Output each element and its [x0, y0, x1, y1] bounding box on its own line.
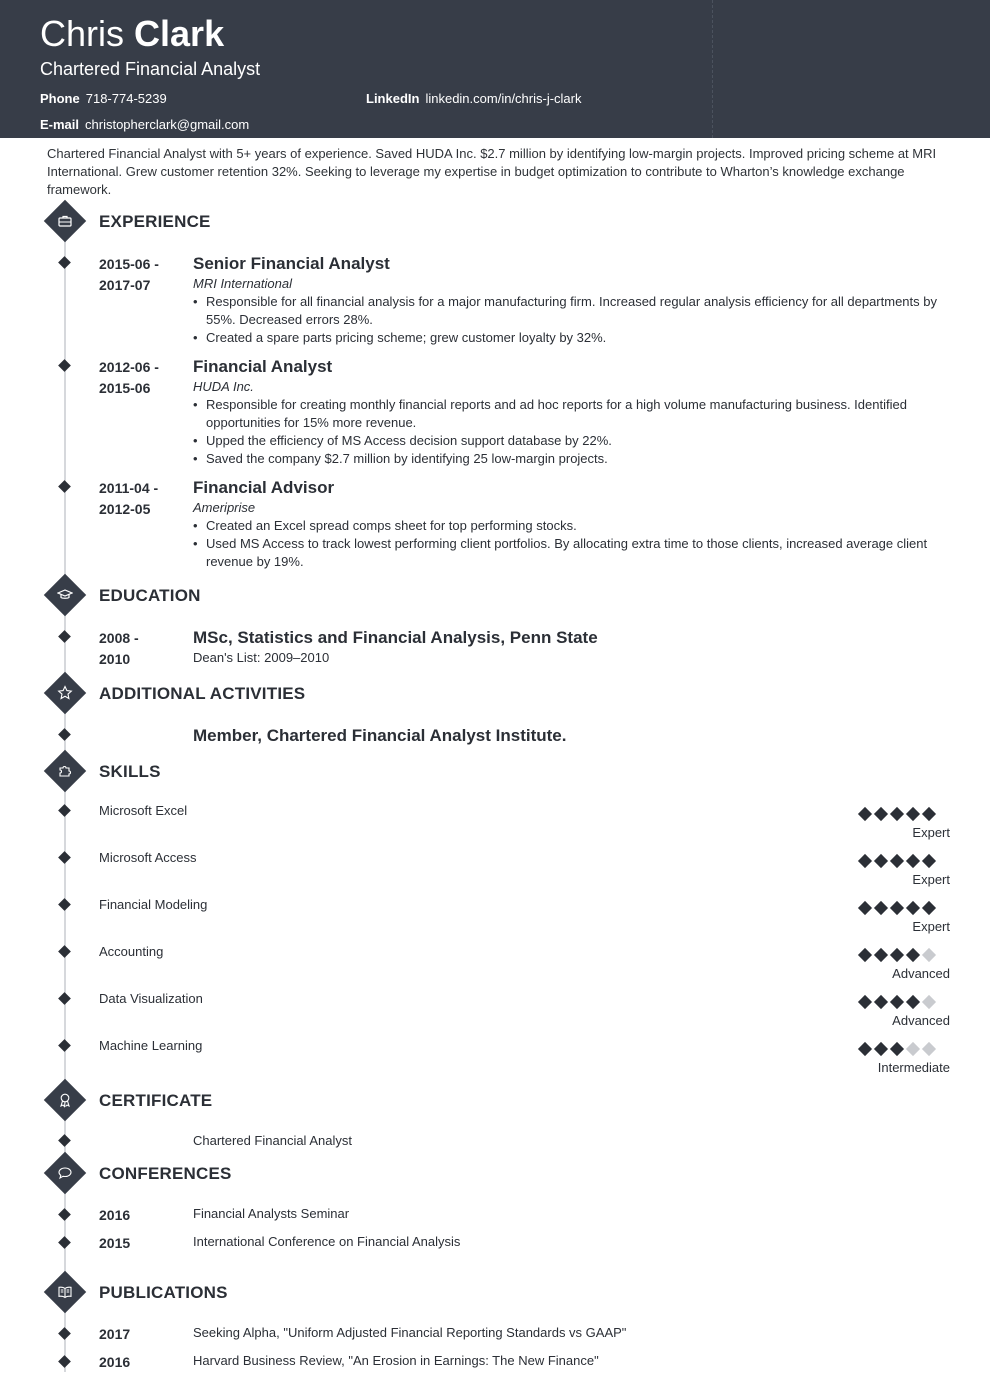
rating-diamond-filled [922, 854, 936, 868]
skill-rating [860, 1044, 934, 1054]
rating-diamond-empty [922, 948, 936, 962]
rating-diamond-filled [906, 995, 920, 1009]
book-icon [44, 1271, 86, 1313]
rating-diamond-filled [858, 948, 872, 962]
rating-diamond-empty [922, 995, 936, 1009]
linkedin-contact [366, 91, 582, 107]
rating-diamond-filled [858, 807, 872, 821]
section-title-conferences: CONFERENCES [99, 1164, 232, 1183]
experience-date: 2015-06 - 2017-07 [99, 256, 159, 293]
candidate-name [40, 14, 224, 54]
section-title-certificate: CERTIFICATE [99, 1091, 213, 1110]
experience-date: 2011-04 - 2012-05 [99, 480, 159, 517]
timeline-dot [58, 1039, 71, 1052]
rating-diamond-filled [890, 1042, 904, 1056]
email-contact [40, 117, 249, 133]
skill-rating [860, 809, 934, 819]
rating-diamond-filled [890, 948, 904, 962]
rating-diamond-filled [874, 948, 888, 962]
rating-diamond-filled [906, 948, 920, 962]
header-divider [712, 0, 713, 138]
timeline-dot [58, 1236, 71, 1249]
conference-name: Financial Analysts Seminar [193, 1206, 350, 1221]
education-note: Dean's List: 2009–2010 [193, 650, 330, 665]
rating-diamond-filled [890, 995, 904, 1009]
rating-diamond-filled [922, 807, 936, 821]
job-title: Financial Advisor [193, 478, 335, 497]
degree-title: MSc, Statistics and Financial Analysis, Penn State [193, 628, 598, 647]
rating-diamond-filled [858, 854, 872, 868]
timeline-dot [58, 1134, 71, 1147]
rating-diamond-filled [874, 807, 888, 821]
section-title-publications: PUBLICATIONS [99, 1283, 228, 1302]
bullet-item: • Saved the company $2.7 million by identifying 25 low-margin projects. [193, 450, 948, 468]
publication-name: Harvard Business Review, "An Erosion in Earnings: The New Finance" [193, 1353, 599, 1368]
graduation-cap-icon [44, 574, 86, 616]
job-bullets [193, 293, 948, 347]
skill-rating [860, 903, 934, 913]
activity-item: Member, Chartered Financial Analyst Institute. [193, 726, 567, 745]
skill-level: Expert [912, 872, 950, 887]
rating-diamond-filled [874, 901, 888, 915]
education-date: 2008 - 2010 [99, 630, 139, 667]
rating-diamond-filled [874, 995, 888, 1009]
timeline-dot [58, 945, 71, 958]
bullet-item: • Responsible for creating monthly financial reports and ad hoc reports for a high volume manufacturing business. Identified opportunities for 15% more revenue. [193, 396, 948, 432]
skill-name: Data Visualization [99, 991, 203, 1006]
timeline-dot [58, 1355, 71, 1368]
certificate-item: Chartered Financial Analyst [193, 1133, 352, 1148]
conference-name: International Conference on Financial Analysis [193, 1234, 461, 1249]
timeline-dot [58, 728, 71, 741]
phone-contact [40, 91, 167, 107]
skill-level: Advanced [892, 1013, 950, 1028]
timeline-dot [58, 898, 71, 911]
rating-diamond-filled [906, 854, 920, 868]
email-label: E-mail [40, 117, 80, 132]
bullet-item: • Upped the efficiency of MS Access decision support database by 22%. [193, 432, 948, 450]
linkedin-link[interactable]: linkedin.com/in/chris-j-clark [425, 91, 582, 106]
skill-rating [860, 856, 934, 866]
linkedin-label: LinkedIn [366, 91, 420, 106]
award-icon [44, 1079, 86, 1121]
company-name: HUDA Inc. [193, 379, 254, 394]
timeline-line [64, 222, 66, 1372]
experience-date: 2012-06 - 2015-06 [99, 359, 159, 396]
skill-level: Expert [912, 825, 950, 840]
rating-diamond-filled [890, 854, 904, 868]
section-title-experience: EXPERIENCE [99, 212, 211, 231]
timeline-dot [58, 1327, 71, 1340]
publication-name: Seeking Alpha, "Uniform Adjusted Financial Reporting Standards vs GAAP" [193, 1325, 627, 1340]
publication-year: 2017 [99, 1326, 131, 1342]
timeline-dot [58, 256, 71, 269]
rating-diamond-empty [922, 1042, 936, 1056]
rating-diamond-filled [890, 807, 904, 821]
bullet-item: • Used MS Access to track lowest performing client portfolios. By allocating extra time to those clients, increased average client revenue by 19%. [193, 535, 948, 571]
candidate-title: Chartered Financial Analyst [40, 59, 261, 79]
job-bullets [193, 517, 948, 571]
rating-diamond-filled [906, 807, 920, 821]
rating-diamond-filled [858, 901, 872, 915]
last-name: Clark [134, 13, 225, 54]
rating-diamond-filled [874, 854, 888, 868]
timeline-dot [58, 851, 71, 864]
company-name: MRI International [193, 276, 292, 291]
bullet-item: • Responsible for all financial analysis for a major manufacturing firm. Increased regular analysis efficiency for all departments by 55%. Decreased errors 28%. [193, 293, 948, 329]
skill-name: Financial Modeling [99, 897, 208, 912]
job-title: Senior Financial Analyst [193, 254, 390, 273]
skill-level: Intermediate [877, 1060, 950, 1075]
skill-rating [860, 997, 934, 1007]
timeline-dot [58, 992, 71, 1005]
section-title-education: EDUCATION [99, 586, 201, 605]
bullet-item: • Created an Excel spread comps sheet for top performing stocks. [193, 517, 948, 535]
timeline-dot [58, 804, 71, 817]
email-link[interactable]: christopherclark@gmail.com [85, 117, 250, 132]
phone-label: Phone [40, 91, 80, 106]
skill-name: Microsoft Excel [99, 803, 188, 818]
puzzle-icon [44, 750, 86, 792]
briefcase-icon [44, 200, 86, 242]
summary-text: Chartered Financial Analyst with 5+ years of experience. Saved HUDA Inc. $2.7 million by identifying low-margin projects. Improved pricing scheme at MRI International. Grew customer retention 32%. Seeking to leverage my expertise in budget optimization to contribute to Wharton’s knowledge exchange framework. [47, 146, 937, 197]
skill-name: Microsoft Access [99, 850, 197, 865]
rating-diamond-filled [922, 901, 936, 915]
skill-level: Advanced [892, 966, 950, 981]
skill-name: Accounting [99, 944, 164, 959]
timeline-dot [58, 1208, 71, 1221]
resume-header [0, 0, 990, 138]
speech-bubble-icon [44, 1152, 86, 1194]
rating-diamond-filled [858, 1042, 872, 1056]
rating-diamond-filled [858, 995, 872, 1009]
job-title: Financial Analyst [193, 357, 333, 376]
conference-year: 2015 [99, 1235, 131, 1251]
job-bullets [193, 396, 948, 468]
skill-level: Expert [912, 919, 950, 934]
publication-year: 2016 [99, 1354, 131, 1370]
timeline-dot [58, 630, 71, 643]
section-title-skills: SKILLS [99, 762, 161, 781]
bullet-item: • Created a spare parts pricing scheme; grew customer loyalty by 32%. [193, 329, 948, 347]
rating-diamond-filled [906, 901, 920, 915]
first-name: Chris [40, 13, 125, 54]
skill-rating [860, 950, 934, 960]
skill-name: Machine Learning [99, 1038, 203, 1053]
timeline-dot [58, 480, 71, 493]
rating-diamond-empty [906, 1042, 920, 1056]
section-title-activities: ADDITIONAL ACTIVITIES [99, 684, 306, 703]
company-name: Ameriprise [193, 500, 256, 515]
rating-diamond-filled [874, 1042, 888, 1056]
star-icon [44, 672, 86, 714]
conference-year: 2016 [99, 1207, 131, 1223]
phone-value: 718-774-5239 [85, 91, 167, 106]
timeline-dot [58, 359, 71, 372]
rating-diamond-filled [890, 901, 904, 915]
